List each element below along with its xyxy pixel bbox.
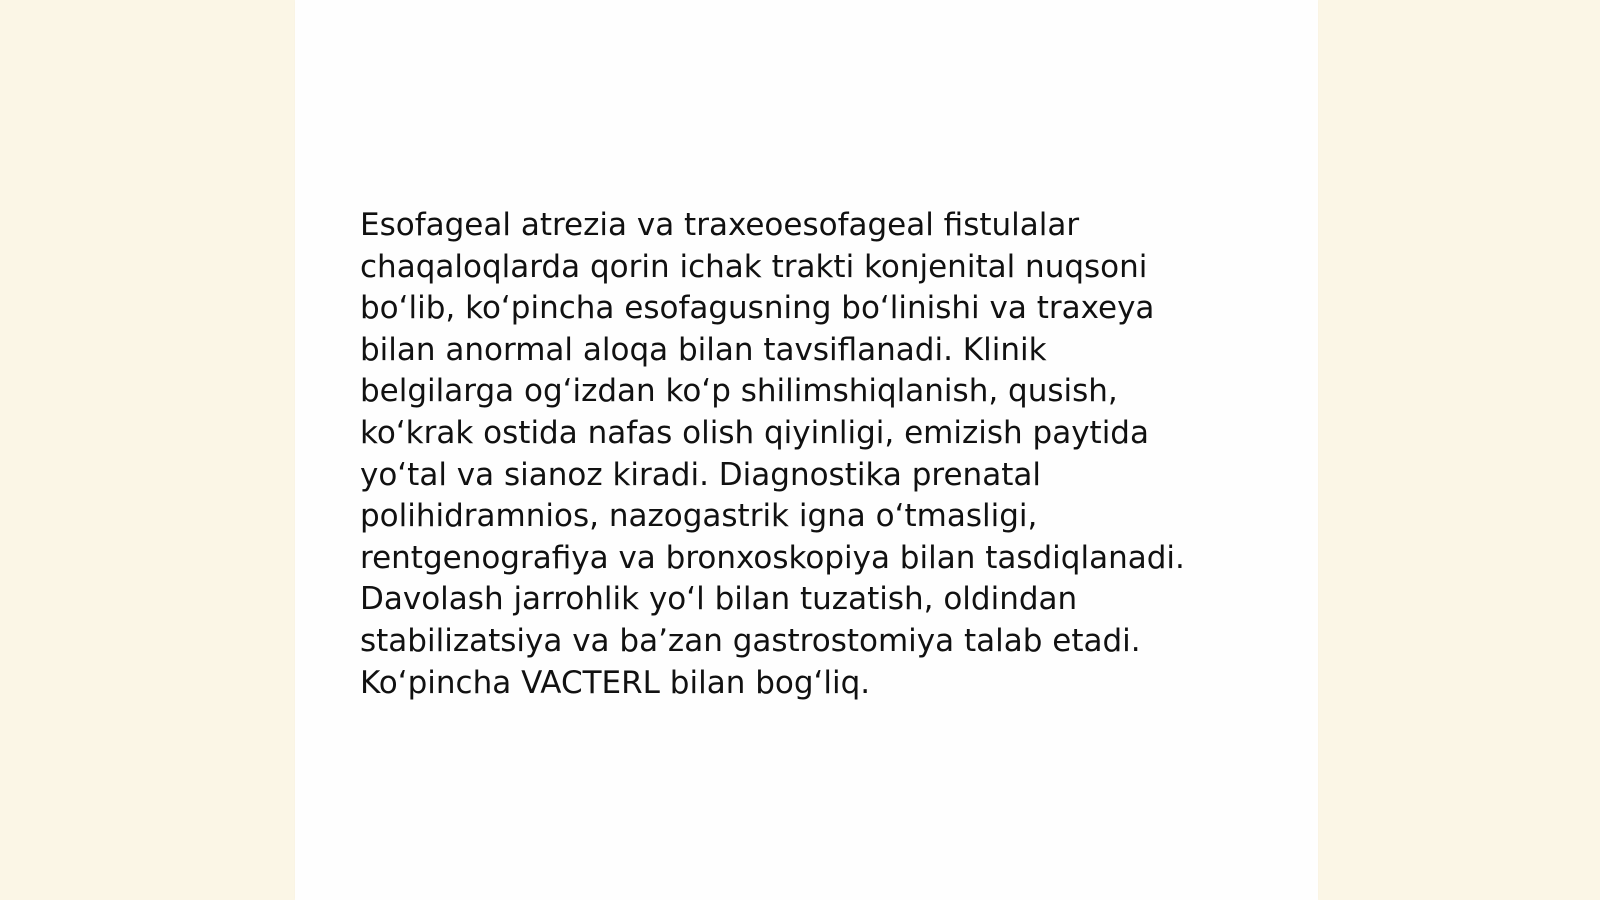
slide-body-text: Esofageal atrezia va traxeoesofageal fistulalar chaqaloqlarda qorin ichak trakti konjenital nuqsoni bo‘lib, ko‘pincha esofagusning bo‘linishi va traxeya bilan anormal aloqa bilan tavsiflanadi. Klinik belgilarga og‘izdan ko‘p shilimshiqlanish, qusish, ko‘krak ostida nafas olish qiyinligi, emizish paytida yo‘tal va sianoz kiradi. Diagnostika prenatal polihidramnios, nazogastrik igna o‘tmasligi, rentgenografiya va bronxoskopiya bilan tasdiqlanadi. Davolash jarrohlik yo‘l bilan tuzatish, oldindan stabilizatsiya va ba’zan gastrostomiya talab etadi. Ko‘pincha VACTERL bilan bog‘liq. [360,207,1185,701]
